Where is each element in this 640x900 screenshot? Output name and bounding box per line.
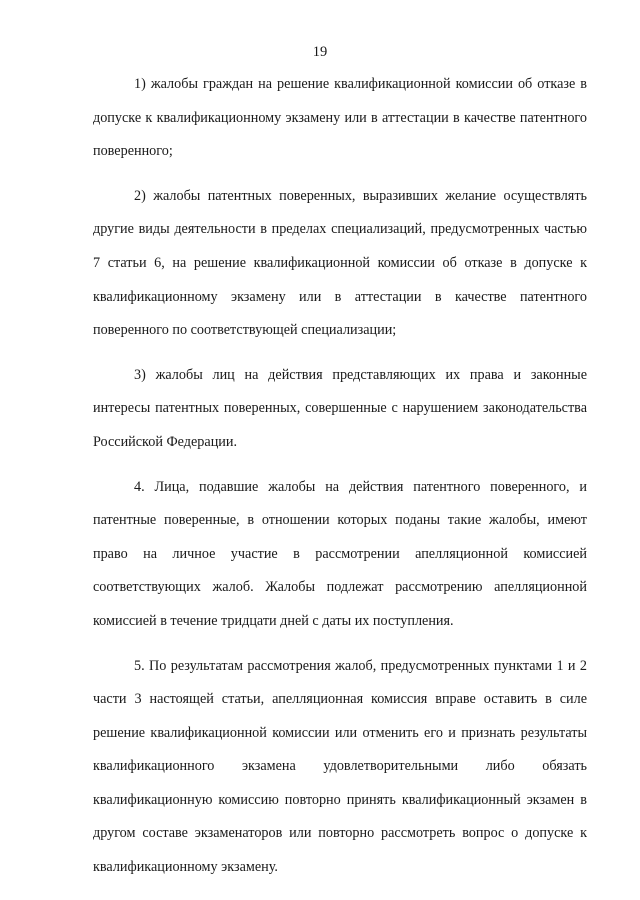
paragraph-complaints-patent-attorneys: 2) жалобы патентных поверенных, выразивших желание осуществлять другие виды деятельности в пределах специализаций, предусмотренных частью 7 статьи 6, на решение квалификационной комиссии об отказе в допуске к квалификационному экзамену или в аттестации в качестве патентного поверенного по соответствующей специализации; <box>93 187 587 339</box>
document-body <box>93 68 587 885</box>
paragraph-personal-participation: 4. Лица, подавшие жалобы на действия патентного поверенного, и патентные поверенные, в отношении которых поданы такие жалобы, имеют право на личное участие в рассмотрении апелляционной комиссией соответствующих жалоб. Жалобы подлежат рассмотрению апелляционной комиссией в течение тридцати дней с даты их поступления. <box>93 478 587 629</box>
page-number: 19 <box>312 44 328 60</box>
paragraph-complaints-citizens: 1) жалобы граждан на решение квалификационной комиссии об отказе в допуске к квалификационному экзамену или в аттестации в качестве патентного поверенного; <box>93 76 587 160</box>
paragraph-review-results: 5. По результатам рассмотрения жалоб, предусмотренных пунктами 1 и 2 части 3 настоящей статьи, апелляционная комиссия вправе оставить в силе решение квалификационной комиссии или отменить его и признать результаты квалификационного экзамена удовлетворительными либо обязать квалификационную комиссию повторно принять квалификационный экзамен в другом составе экзаменаторов или повторно рассмотреть вопрос о допуске к квалификационному экзамену. <box>93 657 587 876</box>
paragraph-complaints-persons: 3) жалобы лиц на действия представляющих их права и законные интересы патентных поверенных, совершенные с нарушением законодательства Российской Федерации. <box>93 366 587 450</box>
